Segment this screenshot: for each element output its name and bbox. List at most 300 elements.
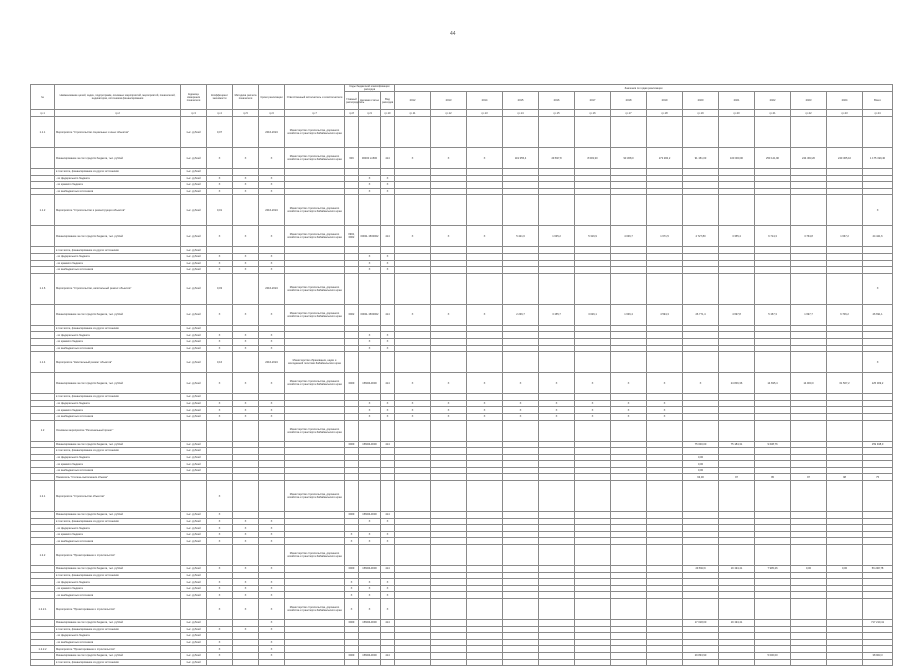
row-year-value bbox=[791, 659, 827, 666]
row-year-value bbox=[539, 481, 575, 512]
row-coef: 0,07 bbox=[207, 117, 233, 148]
row-year-value: 97 bbox=[719, 474, 755, 481]
row-year-value bbox=[467, 441, 503, 448]
page-number: 44 bbox=[450, 31, 456, 37]
row-year-value bbox=[575, 273, 611, 304]
row-name: Мероприятие "Строительство и реконструкция объектов" bbox=[55, 195, 181, 226]
row-year-value bbox=[827, 260, 863, 267]
row-year-value bbox=[611, 659, 647, 666]
row-year-value bbox=[467, 394, 503, 401]
row-term: X bbox=[259, 175, 285, 182]
row-year-value bbox=[575, 592, 611, 599]
row-year-value: 5 000,00 bbox=[755, 652, 791, 659]
row-year-value: X bbox=[539, 373, 575, 394]
row-code-cs bbox=[359, 646, 381, 653]
row-year-value bbox=[575, 260, 611, 267]
row-year-value bbox=[395, 474, 431, 481]
row-term: X bbox=[259, 338, 285, 345]
row-year-value bbox=[719, 175, 755, 182]
row-year-value bbox=[755, 518, 791, 525]
row-year-value bbox=[683, 247, 719, 254]
row-code-vr bbox=[381, 646, 395, 653]
row-year-value: 5 316,9 bbox=[575, 226, 611, 247]
row-name: - из внебюджетных источников bbox=[55, 345, 181, 352]
row-number: 1.2.2 bbox=[31, 545, 55, 566]
row-code-cs bbox=[359, 325, 381, 332]
row-code-cs: 0000L 1500002 bbox=[359, 304, 381, 325]
row-unit: тыс. рублей bbox=[181, 304, 207, 325]
row-year-value bbox=[395, 394, 431, 401]
row-code-cs: 15600L0000 bbox=[359, 652, 381, 659]
row-total bbox=[863, 253, 893, 260]
row-year-value bbox=[683, 448, 719, 455]
table-row bbox=[31, 400, 893, 407]
row-year-value: 3 764,8 bbox=[791, 226, 827, 247]
row-year-value bbox=[431, 512, 467, 519]
row-term: X bbox=[259, 267, 285, 274]
row-total bbox=[863, 646, 893, 653]
row-year-value bbox=[719, 117, 755, 148]
row-term: 2016-2024 bbox=[259, 273, 285, 304]
row-year-value: 1 667,2 bbox=[827, 226, 863, 247]
row-year-value: X bbox=[683, 373, 719, 394]
row-year-value: 5 421,6 bbox=[503, 226, 539, 247]
row-year-value: X bbox=[647, 373, 683, 394]
row-code-cs bbox=[359, 117, 381, 148]
row-total: 125 009,2 bbox=[863, 373, 893, 394]
column-number: гр.7 bbox=[285, 110, 345, 117]
row-year-value bbox=[539, 267, 575, 274]
header-year: Всего bbox=[863, 92, 893, 110]
row-year-value bbox=[431, 659, 467, 666]
row-number bbox=[31, 407, 55, 414]
row-coef: X bbox=[207, 626, 233, 633]
row-unit: тыс. рублей bbox=[181, 639, 207, 646]
row-name: Мероприятие "Проектирование и строительство" bbox=[55, 599, 181, 620]
row-year-value bbox=[827, 267, 863, 274]
row-year-value bbox=[755, 626, 791, 633]
row-year-value bbox=[503, 117, 539, 148]
row-year-value bbox=[755, 247, 791, 254]
row-year-value bbox=[827, 659, 863, 666]
row-method bbox=[233, 273, 259, 304]
row-code-gr: X bbox=[345, 592, 359, 599]
row-year-value bbox=[395, 325, 431, 332]
row-executor bbox=[285, 175, 345, 182]
row-year-value bbox=[719, 633, 755, 640]
row-term: X bbox=[259, 260, 285, 267]
row-year-value bbox=[683, 413, 719, 420]
row-unit: тыс. рублей bbox=[181, 267, 207, 274]
row-year-value bbox=[467, 633, 503, 640]
row-year-value bbox=[575, 626, 611, 633]
row-name: Финансирование за счет средств бюджета, тыс. рублей bbox=[55, 226, 181, 247]
row-code-vr bbox=[381, 572, 395, 579]
row-method: X bbox=[233, 226, 259, 247]
row-year-value bbox=[791, 626, 827, 633]
row-code-vr: X bbox=[381, 531, 395, 538]
row-year-value bbox=[827, 585, 863, 592]
row-term: X bbox=[259, 620, 285, 627]
row-total bbox=[863, 407, 893, 414]
row-year-value bbox=[503, 585, 539, 592]
row-code-gr bbox=[345, 572, 359, 579]
row-year-value bbox=[647, 247, 683, 254]
row-code-gr bbox=[345, 260, 359, 267]
row-year-value bbox=[503, 572, 539, 579]
row-year-value bbox=[791, 448, 827, 455]
row-unit: тыс. рублей bbox=[181, 626, 207, 633]
table-row bbox=[31, 639, 893, 646]
row-year-value bbox=[791, 345, 827, 352]
row-year-value bbox=[611, 448, 647, 455]
row-number bbox=[31, 169, 55, 176]
row-year-value bbox=[539, 599, 575, 620]
row-method: X bbox=[233, 182, 259, 189]
row-year-value bbox=[755, 253, 791, 260]
row-total: 717 210,41 bbox=[863, 620, 893, 627]
row-year-value: X bbox=[647, 407, 683, 414]
row-method: X bbox=[233, 148, 259, 169]
column-number: гр.3 bbox=[181, 110, 207, 117]
row-coef bbox=[207, 467, 233, 474]
row-year-value bbox=[539, 579, 575, 586]
table-row bbox=[31, 373, 893, 394]
row-code-vr: X bbox=[381, 599, 395, 620]
row-code-cs bbox=[359, 448, 381, 455]
row-year-value bbox=[575, 169, 611, 176]
row-code-cs: X bbox=[359, 345, 381, 352]
row-executor bbox=[285, 518, 345, 525]
row-name: - из внебюджетных источников bbox=[55, 413, 181, 420]
row-year-value bbox=[539, 454, 575, 461]
row-coef: X bbox=[207, 413, 233, 420]
row-unit bbox=[181, 646, 207, 653]
row-code-gr bbox=[345, 525, 359, 532]
table-row bbox=[31, 652, 893, 659]
row-year-value bbox=[683, 260, 719, 267]
row-code-cs: 0000L 1500002 bbox=[359, 226, 381, 247]
row-number bbox=[31, 518, 55, 525]
row-name: Финансирование за счет средств бюджета, тыс. рублей bbox=[55, 373, 181, 394]
row-unit: тыс. рублей bbox=[181, 620, 207, 627]
table-row bbox=[31, 247, 893, 254]
row-year-value: 19 194,41 bbox=[719, 566, 755, 573]
row-code-vr: 414 bbox=[381, 226, 395, 247]
row-year-value bbox=[719, 592, 755, 599]
row-year-value bbox=[719, 585, 755, 592]
row-year-value bbox=[791, 338, 827, 345]
row-unit: тыс. рублей bbox=[181, 345, 207, 352]
row-year-value: 1 635,2 bbox=[539, 226, 575, 247]
table-row bbox=[31, 352, 893, 373]
row-year-value: 0,00 bbox=[683, 454, 719, 461]
row-year-value bbox=[539, 652, 575, 659]
row-year-value: X bbox=[539, 400, 575, 407]
row-year-value bbox=[611, 566, 647, 573]
row-year-value bbox=[467, 188, 503, 195]
row-year-value bbox=[503, 448, 539, 455]
row-year-value bbox=[611, 260, 647, 267]
row-year-value bbox=[539, 195, 575, 226]
table-body bbox=[31, 117, 893, 666]
row-executor bbox=[285, 169, 345, 176]
row-year-value: 75 184,31 bbox=[719, 441, 755, 448]
row-year-value: 1 636,4 bbox=[611, 304, 647, 325]
row-year-value: 173 284,2 bbox=[647, 148, 683, 169]
row-year-value: X bbox=[575, 373, 611, 394]
row-year-value: 24 846,36 bbox=[719, 373, 755, 394]
row-code-vr bbox=[381, 639, 395, 646]
row-unit: тыс. рублей bbox=[181, 659, 207, 666]
row-method bbox=[233, 420, 259, 441]
row-year-value bbox=[467, 253, 503, 260]
row-year-value bbox=[503, 345, 539, 352]
row-coef: X bbox=[207, 253, 233, 260]
row-method bbox=[233, 474, 259, 481]
row-year-value bbox=[719, 538, 755, 545]
program-table-sheet bbox=[30, 84, 884, 666]
row-year-value bbox=[431, 117, 467, 148]
row-year-value bbox=[431, 599, 467, 620]
row-code-gr: 0902, 0902 bbox=[345, 226, 359, 247]
row-name: в том числе, финансирование из других источников: bbox=[55, 325, 181, 332]
row-code-gr: X bbox=[345, 538, 359, 545]
row-year-value bbox=[647, 599, 683, 620]
row-year-value bbox=[719, 338, 755, 345]
table-row bbox=[31, 579, 893, 586]
row-year-value bbox=[503, 420, 539, 441]
row-year-value bbox=[683, 518, 719, 525]
row-year-value bbox=[575, 646, 611, 653]
row-year-value bbox=[719, 659, 755, 666]
column-number: гр.14 bbox=[503, 110, 539, 117]
row-coef bbox=[207, 545, 233, 566]
table-row bbox=[31, 448, 893, 455]
row-number bbox=[31, 332, 55, 339]
row-year-value bbox=[611, 273, 647, 304]
row-year-value bbox=[431, 633, 467, 640]
row-year-value bbox=[611, 633, 647, 640]
row-year-value bbox=[827, 646, 863, 653]
header-method: Методика расчета показателя bbox=[233, 85, 259, 110]
row-method: X bbox=[233, 413, 259, 420]
row-unit: тыс. рублей bbox=[181, 148, 207, 169]
row-code-vr bbox=[381, 117, 395, 148]
row-total bbox=[863, 538, 893, 545]
row-year-value bbox=[467, 538, 503, 545]
row-term bbox=[259, 481, 285, 512]
row-year-value bbox=[827, 620, 863, 627]
row-year-value bbox=[539, 188, 575, 195]
header-coef: Коэффициент значимости bbox=[207, 85, 233, 110]
row-coef: X bbox=[207, 592, 233, 599]
row-name: - из краевого бюджета bbox=[55, 531, 181, 538]
row-unit: тыс. рублей bbox=[181, 538, 207, 545]
row-name: - из федерального бюджета bbox=[55, 579, 181, 586]
row-total bbox=[863, 579, 893, 586]
row-year-value bbox=[539, 461, 575, 468]
row-year-value bbox=[683, 481, 719, 512]
row-year-value bbox=[395, 247, 431, 254]
row-year-value bbox=[431, 267, 467, 274]
row-term: X bbox=[259, 182, 285, 189]
row-year-value bbox=[395, 545, 431, 566]
row-year-value bbox=[827, 481, 863, 512]
row-number bbox=[31, 247, 55, 254]
row-code-vr: X bbox=[381, 188, 395, 195]
row-code-cs: 15600L0000 bbox=[359, 566, 381, 573]
row-name: - из внебюджетных источников bbox=[55, 538, 181, 545]
row-code-vr: X bbox=[381, 182, 395, 189]
row-name: в том числе, финансирование из других источников: bbox=[55, 626, 181, 633]
row-year-value bbox=[431, 592, 467, 599]
row-executor bbox=[285, 626, 345, 633]
row-code-cs: X bbox=[359, 531, 381, 538]
row-year-value bbox=[611, 538, 647, 545]
table-row bbox=[31, 659, 893, 666]
row-year-value bbox=[395, 188, 431, 195]
row-year-value: X bbox=[431, 304, 467, 325]
column-number: гр.22 bbox=[791, 110, 827, 117]
row-code-vr: X bbox=[381, 260, 395, 267]
row-unit: тыс. рублей bbox=[181, 525, 207, 532]
row-year-value bbox=[395, 592, 431, 599]
row-code-gr bbox=[345, 659, 359, 666]
row-coef: X bbox=[207, 538, 233, 545]
row-term bbox=[259, 448, 285, 455]
row-year-value bbox=[503, 352, 539, 373]
row-year-value bbox=[431, 195, 467, 226]
table-row bbox=[31, 626, 893, 633]
row-coef bbox=[207, 441, 233, 448]
row-executor bbox=[285, 188, 345, 195]
row-year-value bbox=[503, 659, 539, 666]
header-year: 2023 bbox=[791, 92, 827, 110]
row-method: X bbox=[233, 175, 259, 182]
row-year-value bbox=[395, 338, 431, 345]
row-year-value bbox=[467, 646, 503, 653]
row-total bbox=[863, 512, 893, 519]
row-year-value bbox=[611, 620, 647, 627]
row-total: 44 421,6 bbox=[863, 226, 893, 247]
row-year-value bbox=[683, 169, 719, 176]
table-row bbox=[31, 273, 893, 304]
row-year-value bbox=[503, 247, 539, 254]
row-year-value bbox=[395, 420, 431, 441]
row-code-cs bbox=[359, 467, 381, 474]
row-year-value: 3 355,4 bbox=[719, 226, 755, 247]
row-year-value bbox=[575, 338, 611, 345]
row-year-value bbox=[719, 652, 755, 659]
row-total: 46 691,1 bbox=[863, 304, 893, 325]
row-name: Финансирование за счет средств бюджета, тыс. рублей bbox=[55, 148, 181, 169]
row-year-value bbox=[575, 441, 611, 448]
row-year-value: 95 bbox=[755, 474, 791, 481]
row-code-vr bbox=[381, 481, 395, 512]
row-year-value bbox=[755, 659, 791, 666]
row-year-value bbox=[827, 188, 863, 195]
row-code-vr bbox=[381, 467, 395, 474]
row-year-value bbox=[791, 169, 827, 176]
row-year-value bbox=[575, 454, 611, 461]
row-name: Мероприятие "Капитальный ремонт объектов" bbox=[55, 352, 181, 373]
row-term bbox=[259, 467, 285, 474]
row-year-value: 61 567,2 bbox=[827, 373, 863, 394]
row-coef: X bbox=[207, 267, 233, 274]
row-total bbox=[863, 267, 893, 274]
row-term: X bbox=[259, 226, 285, 247]
row-year-value bbox=[395, 332, 431, 339]
row-unit bbox=[181, 420, 207, 441]
row-coef: X bbox=[207, 599, 233, 620]
row-code-gr bbox=[345, 175, 359, 182]
row-code-cs: X bbox=[359, 579, 381, 586]
row-method: X bbox=[233, 267, 259, 274]
row-year-value bbox=[827, 420, 863, 441]
row-year-value bbox=[395, 646, 431, 653]
row-year-value bbox=[719, 579, 755, 586]
row-year-value: X bbox=[431, 226, 467, 247]
row-executor bbox=[285, 592, 345, 599]
row-executor: Министерство строительства, дорожного хозяйства и транспорта Забайкальского края bbox=[285, 148, 345, 169]
row-year-value bbox=[467, 518, 503, 525]
row-year-value bbox=[395, 448, 431, 455]
row-year-value bbox=[431, 518, 467, 525]
row-year-value bbox=[503, 441, 539, 448]
row-total bbox=[863, 481, 893, 512]
row-year-value bbox=[647, 420, 683, 441]
row-year-value bbox=[683, 639, 719, 646]
row-year-value bbox=[503, 566, 539, 573]
row-year-value bbox=[431, 338, 467, 345]
row-executor bbox=[285, 325, 345, 332]
row-year-value bbox=[611, 175, 647, 182]
row-term: X bbox=[259, 585, 285, 592]
row-executor bbox=[285, 652, 345, 659]
column-number: гр.15 bbox=[539, 110, 575, 117]
row-year-value bbox=[395, 572, 431, 579]
row-year-value bbox=[791, 525, 827, 532]
row-code-gr bbox=[345, 633, 359, 640]
header-year: 2012 bbox=[395, 92, 431, 110]
row-year-value: 100 000,00 bbox=[719, 148, 755, 169]
row-year-value bbox=[467, 566, 503, 573]
row-year-value bbox=[431, 474, 467, 481]
row-year-value bbox=[395, 566, 431, 573]
row-year-value bbox=[503, 169, 539, 176]
row-code-cs bbox=[359, 545, 381, 566]
row-term: X bbox=[259, 253, 285, 260]
row-year-value bbox=[791, 579, 827, 586]
header-year: 2024 bbox=[827, 92, 863, 110]
row-term: X bbox=[259, 592, 285, 599]
row-code-vr bbox=[381, 454, 395, 461]
row-year-value bbox=[611, 599, 647, 620]
row-term: X bbox=[259, 188, 285, 195]
row-year-value bbox=[611, 474, 647, 481]
row-year-value bbox=[647, 525, 683, 532]
row-year-value bbox=[503, 512, 539, 519]
row-total bbox=[863, 247, 893, 254]
row-total bbox=[863, 633, 893, 640]
row-year-value bbox=[539, 633, 575, 640]
row-method: X bbox=[233, 531, 259, 538]
row-year-value bbox=[647, 579, 683, 586]
row-year-value bbox=[755, 454, 791, 461]
row-year-value bbox=[827, 626, 863, 633]
row-year-value bbox=[647, 626, 683, 633]
